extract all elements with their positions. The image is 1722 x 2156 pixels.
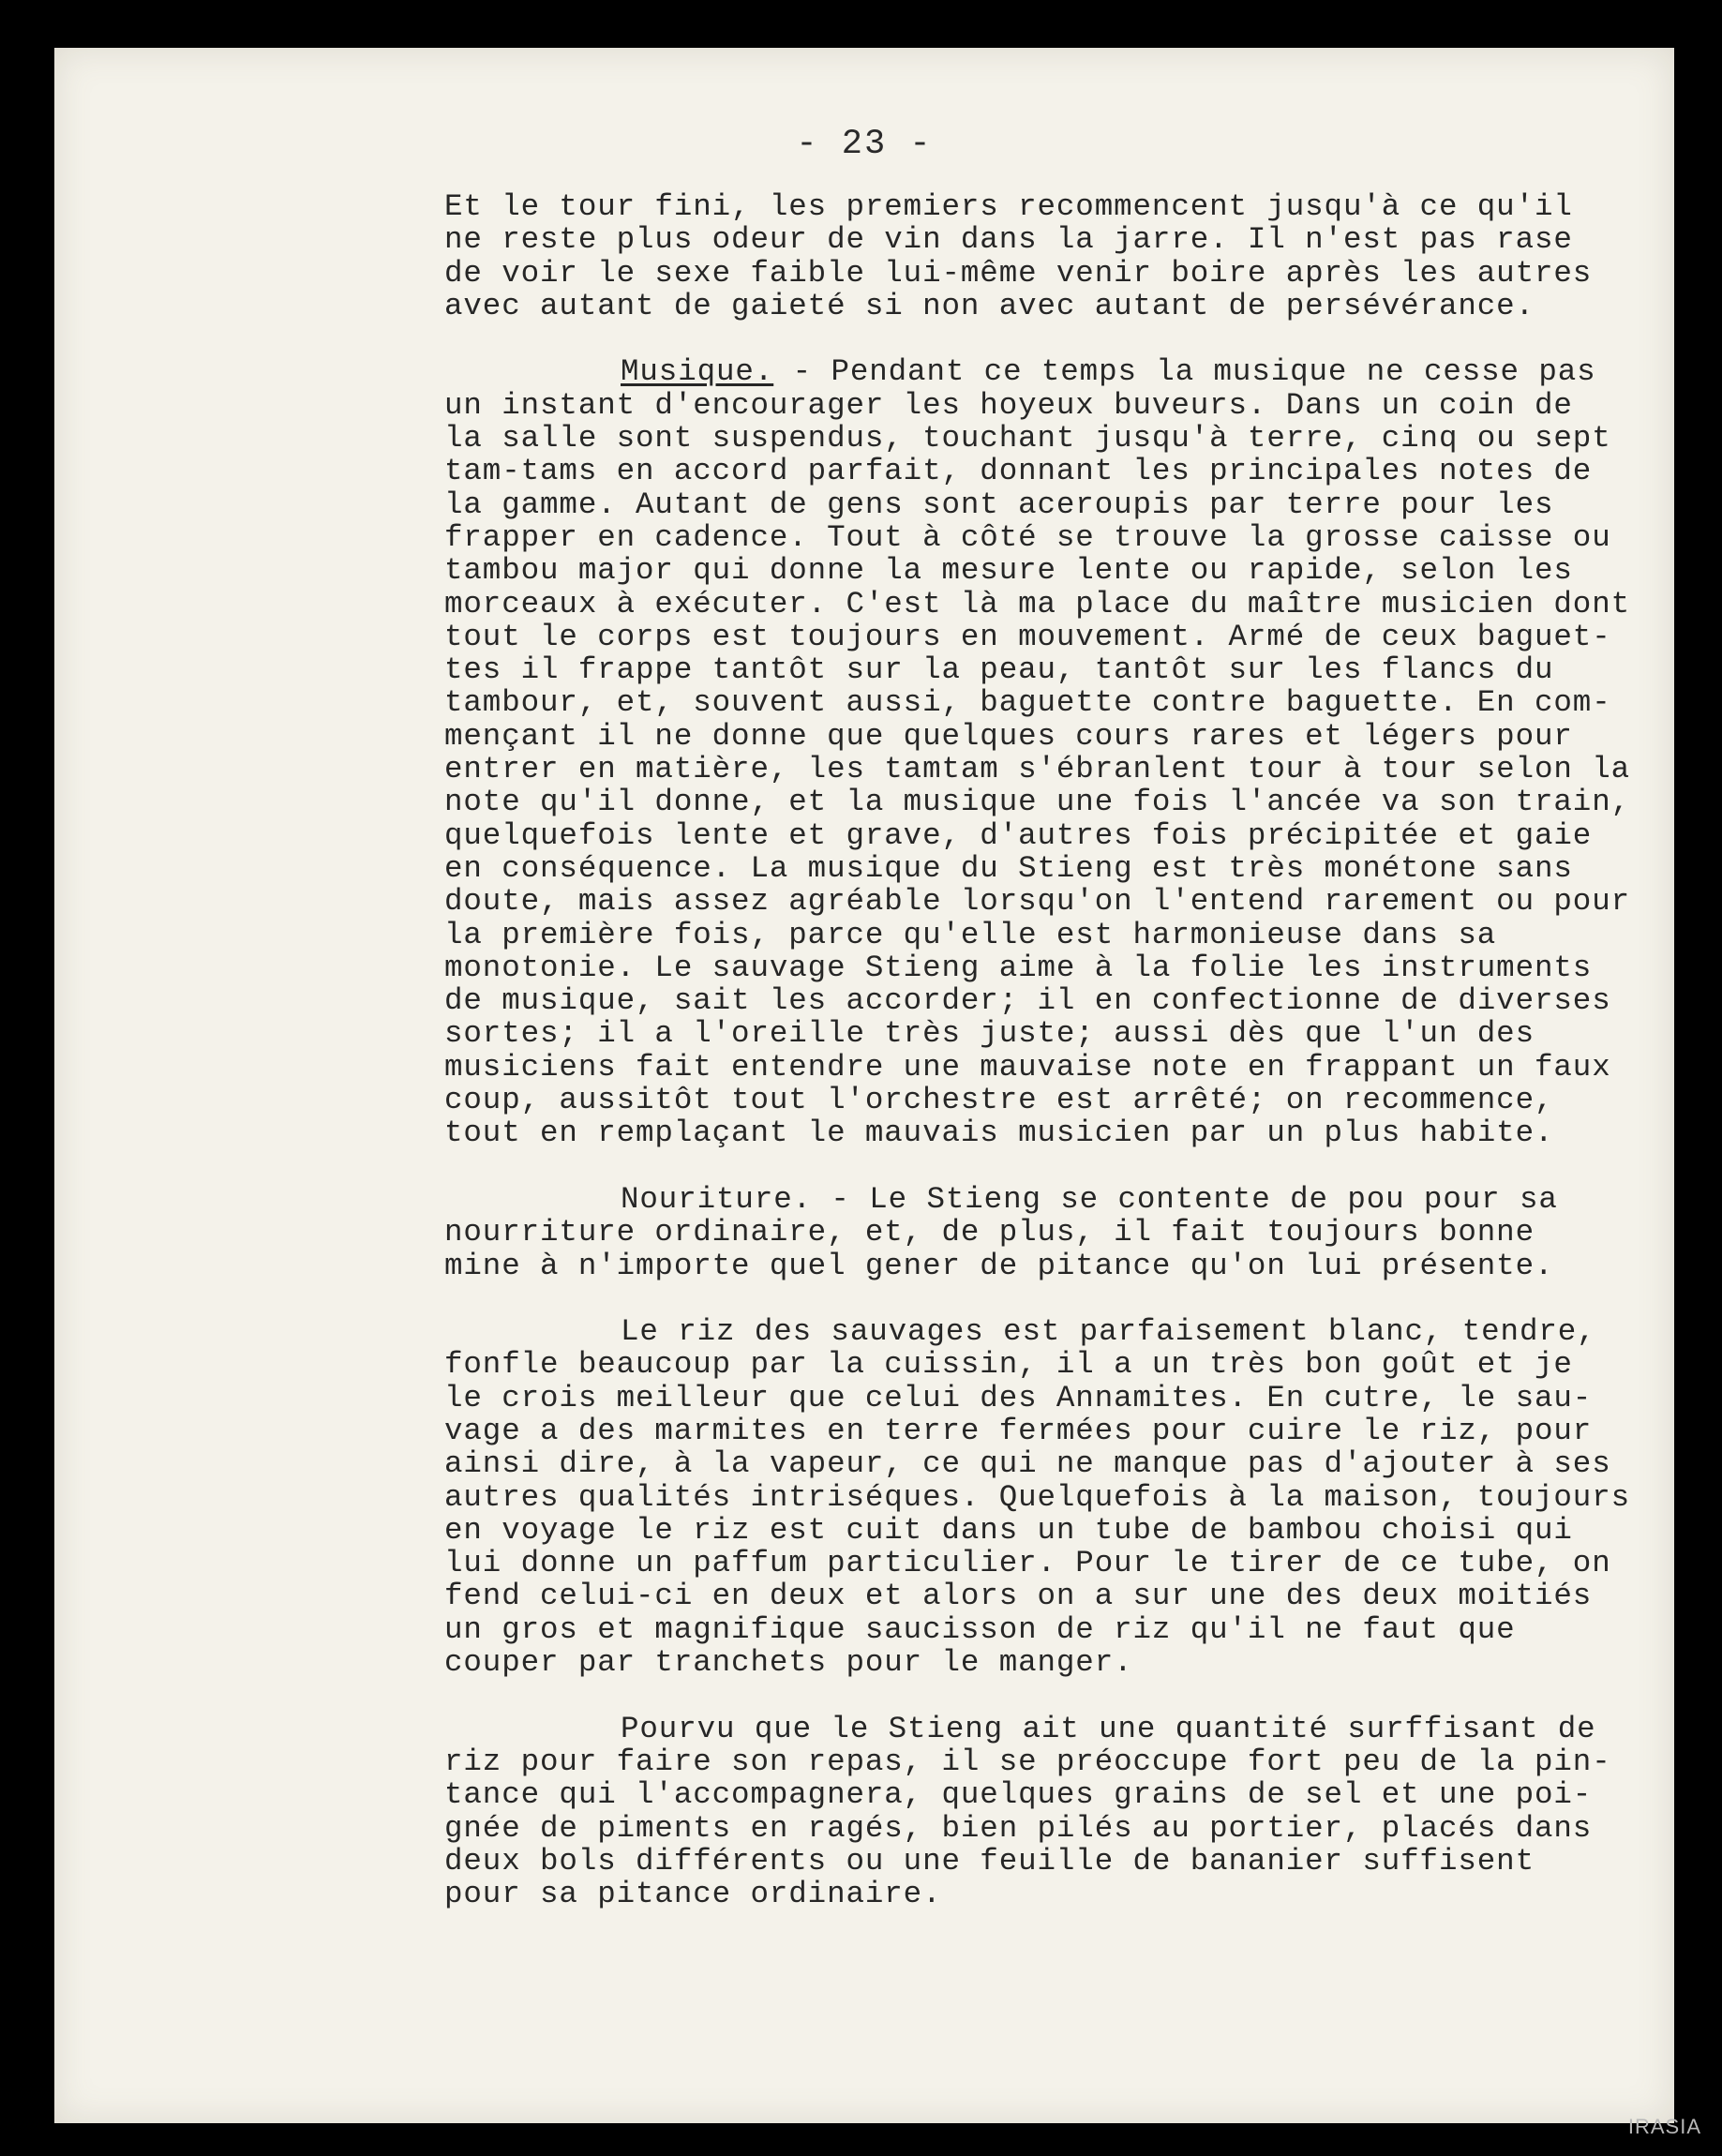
text-line: deux bols différents ou une feuille de bananier suffisent	[444, 1843, 1535, 1879]
text-line: tes il frappe tantôt sur la peau, tantôt sur les flancs du	[444, 652, 1554, 688]
text-line: en conséquence. La musique du Stieng est très monétone sans	[444, 850, 1573, 886]
text-line: de voir le sexe faible lui-même venir boire après les autres	[444, 255, 1593, 291]
text-line: mençant il ne donne que quelques cours rares et légers pour	[444, 718, 1573, 754]
text-line: Pourvu que le Stieng ait une quantité surffisant de	[621, 1711, 1596, 1746]
text-line: autres qualités intriséques. Quelquefois à la maison, toujours	[444, 1479, 1630, 1515]
text-line: la salle sont suspendus, touchant jusqu'à terre, cinq ou sept	[444, 421, 1611, 457]
text-line: un gros et magnifique saucisson de riz qu'il ne faut que	[444, 1611, 1516, 1647]
text-line: morceaux à exécuter. C'est là ma place du maître musicien dont	[444, 586, 1630, 621]
text-line: Le riz des sauvages est parfaisement blanc, tendre,	[621, 1314, 1596, 1350]
text-line: tout le corps est toujours en mouvement. Armé de ceux baguet-	[444, 619, 1611, 654]
text-line: en voyage le riz est cuit dans un tube de bambou choisi qui	[444, 1512, 1573, 1548]
text-line: de musique, sait les accorder; il en confectionne de diverses	[444, 983, 1611, 1019]
text-line: tam-tams en accord parfait, donnant les principales notes de	[444, 454, 1593, 489]
text-line-rest: - Pendant ce temps la musique ne cesse pas	[773, 354, 1596, 390]
text-line: le crois meilleur que celui des Annamites. En cutre, le sau-	[444, 1380, 1593, 1415]
paragraph-rice	[444, 1315, 1672, 1679]
text-line: coup, aussitôt tout l'orchestre est arrêté; on recommence,	[444, 1083, 1554, 1118]
paragraph-music	[444, 355, 1672, 1149]
body-text	[444, 190, 1672, 1910]
text-line: mine à n'importe quel gener de pitance qu'on lui présente.	[444, 1248, 1554, 1283]
text-line: riz pour faire son repas, il se préoccupe fort peu de la pin-	[444, 1744, 1611, 1779]
text-line: musiciens fait entendre une mauvaise note en frappant un faux	[444, 1049, 1611, 1085]
text-line: tance qui l'accompagnera, quelques grains de sel et une poi-	[444, 1777, 1593, 1813]
typewritten-page	[54, 48, 1674, 2123]
text-line: la première fois, parce qu'elle est harmonieuse dans sa	[444, 917, 1497, 952]
text-line: pour sa pitance ordinaire.	[444, 1877, 942, 1912]
text-line: Et le tour fini, les premiers recommencent jusqu'à ce qu'il	[444, 189, 1573, 224]
text-line: la gamme. Autant de gens sont aceroupis par terre pour les	[444, 487, 1554, 522]
section-heading-music: Musique.	[621, 354, 774, 390]
paragraph-wine-drinking	[444, 190, 1672, 322]
text-line: un instant d'encourager les hoyeux buveurs. Dans un coin de	[444, 387, 1573, 423]
text-line: note qu'il donne, et la musique une fois l'ancée va son train,	[444, 785, 1630, 820]
archive-watermark: IRASIA	[1627, 2115, 1701, 2138]
text-line: entrer en matière, les tamtam s'ébranlent tour à tour selon la	[444, 752, 1630, 787]
text-line: fonfle beaucoup par la cuissin, il a un très bon goût et je	[444, 1347, 1573, 1383]
text-line: couper par tranchets pour le manger.	[444, 1645, 1133, 1681]
page-number: - 23 -	[796, 125, 933, 164]
text-line: gnée de piments en ragés, bien pilés au portier, placés dans	[444, 1810, 1593, 1846]
text-line: vage a des marmites en terre fermées pour cuire le riz, pour	[444, 1413, 1593, 1448]
text-line: lui donne un paffum particulier. Pour le tirer de ce tube, on	[444, 1546, 1611, 1581]
text-line: ne reste plus odeur de vin dans la jarre. Il n'est pas rase	[444, 222, 1573, 258]
text-line: Nouriture. - Le Stieng se contente de pou pour sa	[621, 1181, 1558, 1217]
text-line: doute, mais assez agréable lorsqu'on l'entend rarement ou pour	[444, 884, 1630, 920]
text-line: fend celui-ci en deux et alors on a sur une des deux moitiés	[444, 1579, 1593, 1614]
text-line: tout en remplaçant le mauvais musicien par un plus habite.	[444, 1115, 1554, 1151]
paragraph-food-intro	[444, 1183, 1672, 1282]
text-line: quelquefois lente et grave, d'autres fois précipitée et gaie	[444, 817, 1593, 853]
text-line: frapper en cadence. Tout à côté se trouve la grosse caisse ou	[444, 519, 1611, 555]
text-line: tambou major qui donne la mesure lente ou rapide, selon les	[444, 553, 1573, 589]
paragraph-pitance	[444, 1713, 1672, 1911]
text-line: nourriture ordinaire, et, de plus, il fait toujours bonne	[444, 1215, 1535, 1250]
text-line: monotonie. Le sauvage Stieng aime à la folie les instruments	[444, 950, 1593, 985]
text-line	[444, 355, 1672, 388]
text-line: avec autant de gaieté si non avec autant de persévérance.	[444, 288, 1535, 323]
text-line: sortes; il a l'oreille très juste; aussi dès que l'un des	[444, 1016, 1535, 1052]
text-line: tambour, et, souvent aussi, baguette contre baguette. En com-	[444, 685, 1611, 721]
text-line: ainsi dire, à la vapeur, ce qui ne manque pas d'ajouter à ses	[444, 1446, 1611, 1482]
